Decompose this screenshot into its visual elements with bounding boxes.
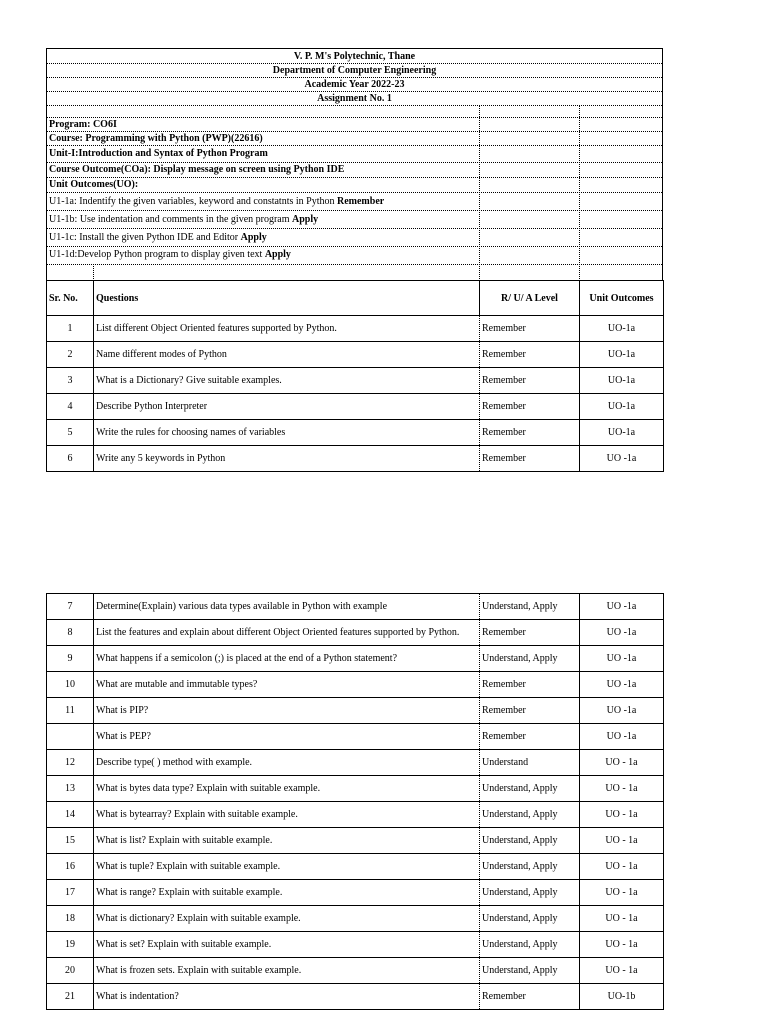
table-row (47, 906, 664, 932)
questions-table-2 (46, 593, 664, 1010)
question-cell: What happens if a semicolon (;) is placed at the end of a Python statement? (94, 646, 480, 672)
level-cell: Understand (480, 750, 580, 776)
column-divider (93, 264, 94, 281)
sr-no-header: Sr. No. (47, 281, 94, 316)
question-cell: What are mutable and immutable types? (94, 672, 480, 698)
question-cell: What is set? Explain with suitable example. (94, 932, 480, 958)
divider (47, 264, 662, 265)
outcome-text: U1-1c: Install the given Python IDE and Editor (49, 232, 241, 243)
table-row (47, 958, 664, 984)
unit-outcome-cell: UO - 1a (580, 932, 664, 958)
sr-no-cell: 3 (47, 368, 94, 394)
table-row (47, 394, 664, 420)
unit-outcome-cell: UO -1a (580, 646, 664, 672)
table-row (47, 446, 664, 472)
level-cell: Remember (480, 394, 580, 420)
level-header: R/ U/ A Level (480, 281, 580, 316)
sr-no-cell: 21 (47, 984, 94, 1010)
outcome-1a (49, 195, 384, 209)
level-cell: Remember (480, 724, 580, 750)
unit-outcome-cell: UO -1a (580, 594, 664, 620)
level-cell: Remember (480, 672, 580, 698)
sr-no-cell: 6 (47, 446, 94, 472)
level-cell: Understand, Apply (480, 802, 580, 828)
sr-no-cell: 20 (47, 958, 94, 984)
outcome-1c (49, 231, 267, 245)
divider (47, 192, 662, 193)
table-row (47, 854, 664, 880)
unit-outcome-cell: UO - 1a (580, 750, 664, 776)
question-cell: Name different modes of Python (94, 342, 480, 368)
outcome-level: Apply (292, 214, 319, 225)
table-row (47, 932, 664, 958)
unit-outcome-cell: UO - 1a (580, 828, 664, 854)
sr-no-cell: 13 (47, 776, 94, 802)
level-cell: Understand, Apply (480, 854, 580, 880)
level-cell: Remember (480, 420, 580, 446)
level-cell: Remember (480, 620, 580, 646)
question-cell: Describe type( ) method with example. (94, 750, 480, 776)
question-cell: What is PIP? (94, 698, 480, 724)
questions-table-1 (46, 280, 664, 472)
level-cell: Remember (480, 984, 580, 1010)
question-cell: List the features and explain about different Object Oriented features supported by Python. (94, 620, 480, 646)
table-row (47, 828, 664, 854)
sr-no-cell: 9 (47, 646, 94, 672)
question-cell: Write the rules for choosing names of variables (94, 420, 480, 446)
sr-no-cell: 17 (47, 880, 94, 906)
unit-outcome-cell: UO-1a (580, 420, 664, 446)
table-row (47, 316, 664, 342)
level-cell: Remember (480, 316, 580, 342)
unit-outcome-cell: UO - 1a (580, 854, 664, 880)
question-cell: What is bytearray? Explain with suitable example. (94, 802, 480, 828)
table-row (47, 368, 664, 394)
question-cell: List different Object Oriented features supported by Python. (94, 316, 480, 342)
questions-table-2-body (47, 594, 664, 1010)
sr-no-cell: 7 (47, 594, 94, 620)
divider (47, 145, 662, 146)
question-cell: What is PEP? (94, 724, 480, 750)
level-cell: Remember (480, 368, 580, 394)
divider (47, 228, 662, 229)
outcome-text: U1-1d:Develop Python program to display given text (49, 249, 265, 260)
table-row (47, 750, 664, 776)
questions-header: Questions (94, 281, 480, 316)
unit-outcome-cell: UO-1b (580, 984, 664, 1010)
divider (47, 210, 662, 211)
divider (47, 177, 662, 178)
level-cell: Understand, Apply (480, 932, 580, 958)
question-cell: Write any 5 keywords in Python (94, 446, 480, 472)
level-cell: Remember (480, 698, 580, 724)
unit-outcome-cell: UO -1a (580, 446, 664, 472)
sr-no-cell: 14 (47, 802, 94, 828)
table-row (47, 594, 664, 620)
unit-outcome-cell: UO-1a (580, 368, 664, 394)
outcome-1d (49, 248, 291, 262)
unit-outcome-cell: UO -1a (580, 724, 664, 750)
question-cell: What is dictionary? Explain with suitable example. (94, 906, 480, 932)
unit-label: Unit-I:Introduction and Syntax of Python Program (49, 148, 268, 159)
questions-table-1-body (47, 316, 664, 472)
level-cell: Understand, Apply (480, 958, 580, 984)
unit-outcome-cell: UO-1a (580, 316, 664, 342)
outcome-text: U1-1a: Indentify the given variables, keyword and constatnts in Python (49, 196, 337, 207)
outcome-text: U1-1b: Use indentation and comments in the given program (49, 214, 293, 225)
table-row (47, 420, 664, 446)
divider (47, 246, 662, 247)
question-cell: What is range? Explain with suitable example. (94, 880, 480, 906)
level-cell: Understand, Apply (480, 776, 580, 802)
level-cell: Understand, Apply (480, 594, 580, 620)
sr-no-cell: 2 (47, 342, 94, 368)
sr-no-cell: 10 (47, 672, 94, 698)
question-cell: What is indentation? (94, 984, 480, 1010)
level-cell: Understand, Apply (480, 880, 580, 906)
unit-outcome-cell: UO - 1a (580, 958, 664, 984)
unit-outcome-cell: UO -1a (580, 672, 664, 698)
unit-outcome-cell: UO - 1a (580, 776, 664, 802)
table-row (47, 698, 664, 724)
outcome-level: Apply (240, 232, 267, 243)
sr-no-cell: 15 (47, 828, 94, 854)
table-row (47, 776, 664, 802)
question-cell: What is tuple? Explain with suitable example. (94, 854, 480, 880)
sr-no-cell: 1 (47, 316, 94, 342)
unit-outcome-cell: UO - 1a (580, 802, 664, 828)
outcome-level: Remember (337, 196, 385, 207)
sr-no-cell: 4 (47, 394, 94, 420)
question-cell: Describe Python Interpreter (94, 394, 480, 420)
table-row (47, 984, 664, 1010)
course-outcome: Course Outcome(COa): Display message on screen using Python IDE (49, 164, 345, 175)
question-cell: What is list? Explain with suitable example. (94, 828, 480, 854)
level-cell: Remember (480, 446, 580, 472)
department-name: Department of Computer Engineering (272, 65, 437, 76)
unit-outcome-cell: UO-1a (580, 342, 664, 368)
sr-no-cell (47, 724, 94, 750)
sr-no-cell: 18 (47, 906, 94, 932)
sr-no-cell: 16 (47, 854, 94, 880)
sr-no-cell: 11 (47, 698, 94, 724)
assignment-number: Assignment No. 1 (317, 93, 392, 104)
academic-year: Academic Year 2022-23 (304, 79, 405, 90)
unit-outcome-cell: UO-1a (580, 394, 664, 420)
unit-outcomes-header: Unit Outcomes (580, 281, 664, 316)
program-label: Program: CO6I (49, 119, 117, 130)
institute-name: V. P. M's Polytechnic, Thane (293, 51, 416, 62)
question-cell: What is bytes data type? Explain with suitable example. (94, 776, 480, 802)
course-label: Course: Programming with Python (PWP)(22616) (49, 133, 263, 144)
sr-no-cell: 19 (47, 932, 94, 958)
divider (47, 105, 662, 106)
level-cell: Understand, Apply (480, 646, 580, 672)
question-cell: What is a Dictionary? Give suitable examples. (94, 368, 480, 394)
unit-outcome-cell: UO - 1a (580, 880, 664, 906)
unit-outcomes-label: Unit Outcomes(UO): (49, 179, 139, 190)
table-row (47, 724, 664, 750)
table-header-row (47, 281, 664, 316)
table-row (47, 342, 664, 368)
unit-outcome-cell: UO -1a (580, 698, 664, 724)
unit-outcome-cell: UO - 1a (580, 906, 664, 932)
sr-no-cell: 8 (47, 620, 94, 646)
table-row (47, 620, 664, 646)
question-cell: What is frozen sets. Explain with suitable example. (94, 958, 480, 984)
divider (47, 117, 662, 118)
level-cell: Understand, Apply (480, 828, 580, 854)
table-row (47, 880, 664, 906)
assignment-header (46, 48, 663, 280)
level-cell: Understand, Apply (480, 906, 580, 932)
sr-no-cell: 5 (47, 420, 94, 446)
outcome-level: Apply (264, 249, 291, 260)
level-cell: Remember (480, 342, 580, 368)
unit-outcome-cell: UO -1a (580, 620, 664, 646)
table-row (47, 672, 664, 698)
table-row (47, 802, 664, 828)
question-cell: Determine(Explain) various data types available in Python with example (94, 594, 480, 620)
table-row (47, 646, 664, 672)
outcome-1b (49, 213, 318, 227)
sr-no-cell: 12 (47, 750, 94, 776)
